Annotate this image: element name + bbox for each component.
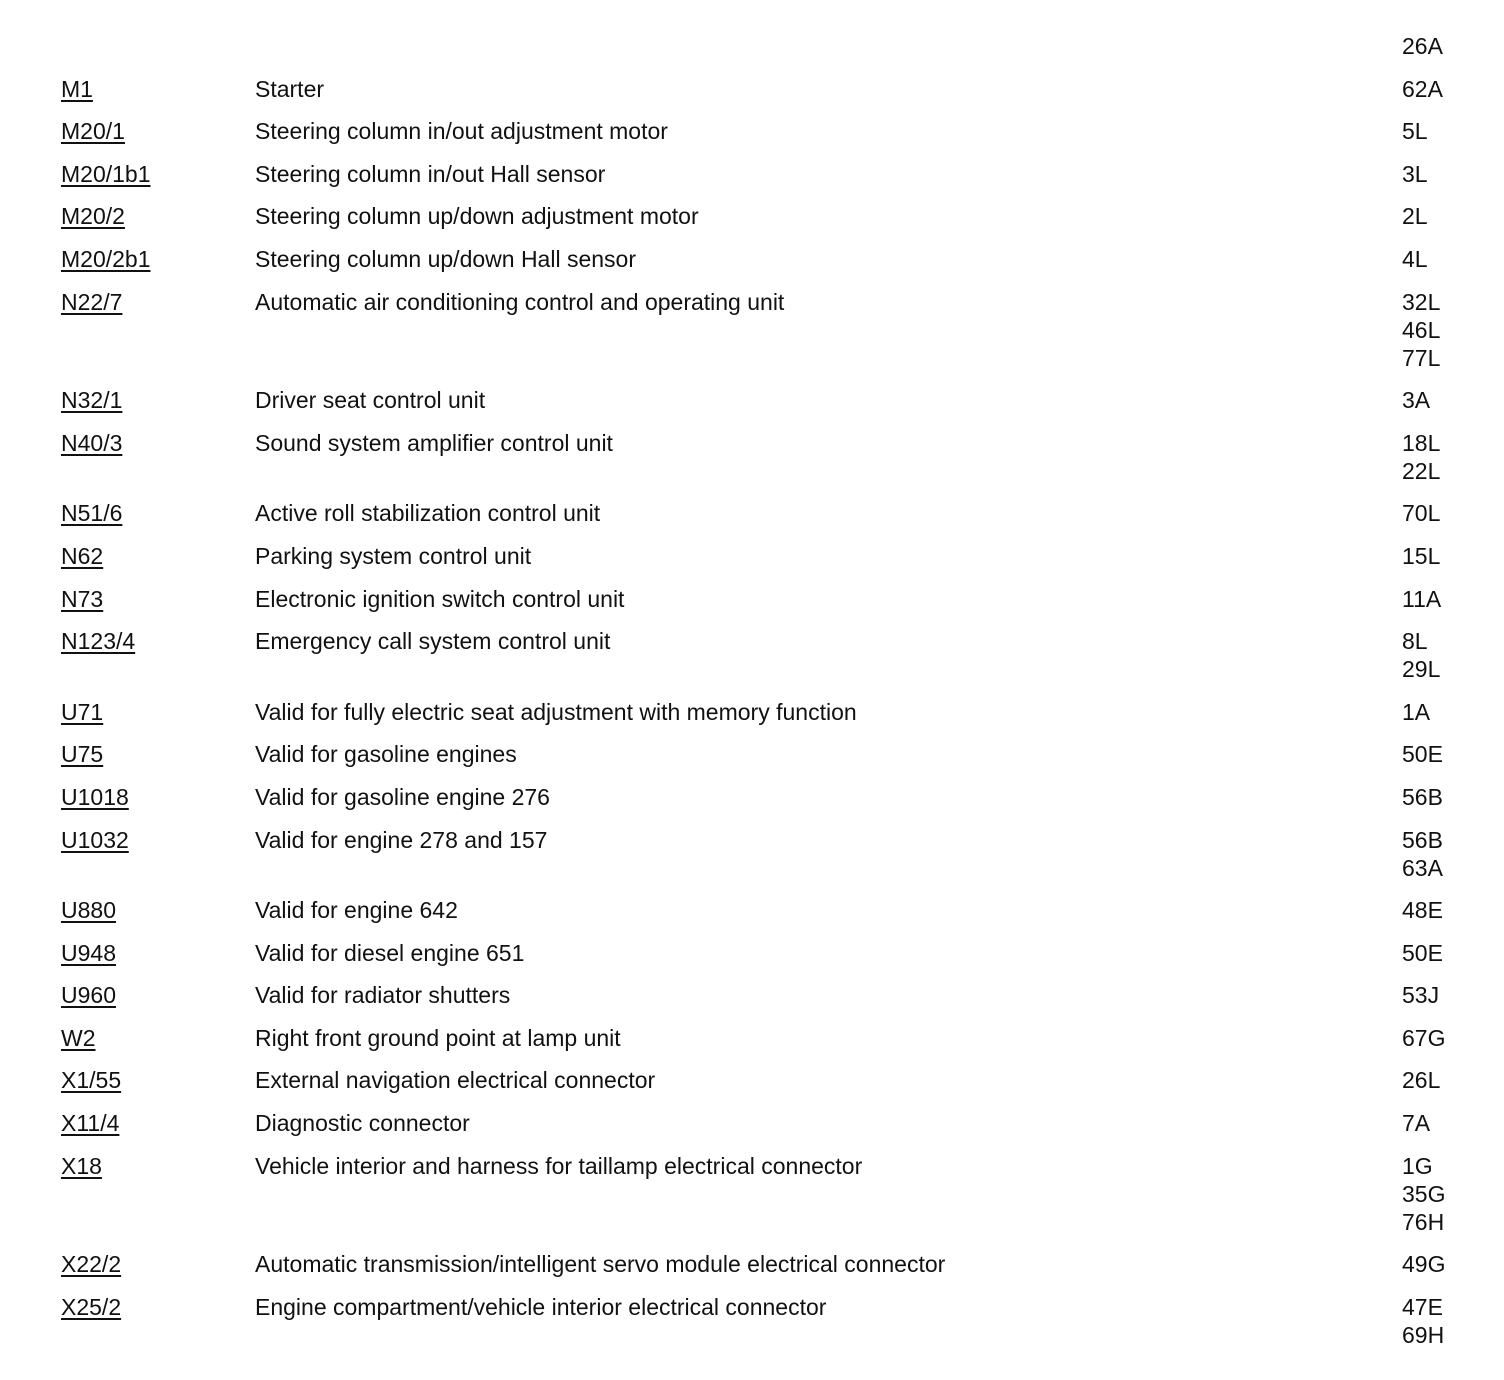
component-description: Steering column up/down adjustment motor (255, 203, 699, 230)
grid-reference-list (1402, 288, 1504, 372)
legend-row (0, 32, 1504, 60)
grid-reference-list (1402, 1066, 1504, 1094)
component-code-link[interactable]: U1032 (61, 826, 129, 853)
component-description: Valid for engine 642 (255, 897, 458, 924)
grid-reference: 4L (1402, 245, 1428, 272)
component-legend-table (0, 32, 1504, 1363)
component-description: Valid for engine 278 and 157 (255, 826, 548, 853)
legend-row (0, 896, 1504, 924)
grid-reference-list (1402, 698, 1504, 726)
component-code-link[interactable]: N32/1 (61, 387, 123, 414)
component-code-link[interactable]: N51/6 (61, 500, 123, 527)
component-description: Starter (255, 75, 325, 102)
grid-reference: 67G (1402, 1024, 1446, 1051)
grid-reference: 11A (1402, 585, 1442, 612)
component-code-link[interactable]: X11/4 (61, 1110, 120, 1137)
grid-reference-list (1402, 981, 1504, 1009)
grid-reference-list (1402, 245, 1504, 273)
grid-reference-list (1402, 499, 1504, 527)
grid-reference: 2L (1402, 203, 1428, 230)
grid-reference: 63A (1402, 854, 1443, 881)
legend-row (0, 542, 1504, 570)
grid-reference-list (1402, 740, 1504, 768)
grid-reference: 18L (1402, 429, 1441, 456)
component-description: Valid for gasoline engines (255, 741, 517, 768)
legend-row (0, 1152, 1504, 1236)
legend-row (0, 117, 1504, 145)
grid-reference: 1A (1402, 698, 1431, 725)
component-code-link[interactable]: M1 (61, 75, 93, 102)
legend-row (0, 1250, 1504, 1278)
component-code-link[interactable]: M20/2b1 (61, 245, 151, 272)
legend-row (0, 1109, 1504, 1137)
grid-reference-list (1402, 1109, 1504, 1137)
grid-reference: 76H (1402, 1208, 1445, 1235)
grid-reference: 47E (1402, 1293, 1443, 1320)
component-description: Steering column up/down Hall sensor (255, 245, 636, 272)
component-description: Valid for radiator shutters (255, 982, 511, 1009)
component-description: Active roll stabilization control unit (255, 500, 601, 527)
grid-reference: 3A (1402, 387, 1431, 414)
grid-reference: 15L (1402, 542, 1441, 569)
component-description: Valid for gasoline engine 276 (255, 783, 550, 810)
grid-reference: 32L (1402, 288, 1441, 315)
legend-row (0, 160, 1504, 188)
component-description: Sound system amplifier control unit (255, 429, 613, 456)
component-code-link[interactable]: N62 (61, 542, 104, 569)
component-code-link[interactable]: U880 (61, 897, 116, 924)
grid-reference: 22L (1402, 457, 1441, 484)
grid-reference: 56B (1402, 783, 1443, 810)
component-description: External navigation electrical connector (255, 1067, 656, 1094)
grid-reference: 7A (1402, 1110, 1431, 1137)
grid-reference: 53J (1402, 982, 1440, 1009)
grid-reference: 29L (1402, 656, 1441, 683)
component-description: Automatic transmission/intelligent servo module electrical connector (255, 1251, 946, 1278)
component-description: Automatic air conditioning control and operating unit (255, 288, 785, 315)
legend-row (0, 75, 1504, 103)
component-description: Parking system control unit (255, 542, 532, 569)
component-description: Steering column in/out adjustment motor (255, 118, 668, 145)
grid-reference: 5L (1402, 118, 1428, 145)
component-code-link[interactable]: U71 (61, 698, 104, 725)
grid-reference-list (1402, 75, 1504, 103)
legend-row (0, 826, 1504, 882)
grid-reference-list (1402, 826, 1504, 882)
component-code-link[interactable]: N40/3 (61, 429, 123, 456)
grid-reference-list (1402, 429, 1504, 485)
component-code-link[interactable]: U75 (61, 741, 104, 768)
component-code-link[interactable]: N73 (61, 585, 104, 612)
component-code-link[interactable]: M20/2 (61, 203, 125, 230)
grid-reference: 62A (1402, 75, 1443, 102)
component-code-link[interactable]: X25/2 (61, 1293, 122, 1320)
component-code-link[interactable]: M20/1 (61, 118, 125, 145)
grid-reference: 50E (1402, 741, 1443, 768)
grid-reference: 35G (1402, 1180, 1446, 1207)
legend-row (0, 386, 1504, 414)
component-code-link (61, 32, 255, 60)
grid-reference-list (1402, 896, 1504, 924)
grid-reference-list (1402, 160, 1504, 188)
legend-row (0, 740, 1504, 768)
grid-reference: 48E (1402, 897, 1443, 924)
grid-reference-list (1402, 386, 1504, 414)
component-description: Electronic ignition switch control unit (255, 585, 625, 612)
component-description: Right front ground point at lamp unit (255, 1024, 621, 1051)
component-description: Engine compartment/vehicle interior electrical connector (255, 1293, 827, 1320)
component-code-link[interactable]: U948 (61, 939, 116, 966)
legend-row (0, 627, 1504, 683)
grid-reference-list (1402, 1152, 1504, 1236)
grid-reference-list (1402, 1024, 1504, 1052)
component-code-link[interactable]: W2 (61, 1024, 96, 1051)
grid-reference: 1G (1402, 1152, 1433, 1179)
grid-reference: 26L (1402, 1067, 1441, 1094)
grid-reference: 3L (1402, 160, 1428, 187)
legend-row (0, 1293, 1504, 1349)
legend-row (0, 429, 1504, 485)
component-code-link[interactable]: U960 (61, 982, 116, 1009)
component-code-link[interactable]: M20/1b1 (61, 160, 151, 187)
legend-row (0, 981, 1504, 1009)
component-description (255, 32, 1402, 60)
grid-reference: 26A (1402, 33, 1443, 59)
component-code-link[interactable]: U1018 (61, 783, 129, 810)
component-description: Valid for fully electric seat adjustment with memory function (255, 698, 857, 725)
grid-reference: 50E (1402, 939, 1443, 966)
grid-reference-list (1402, 939, 1504, 967)
grid-reference-list (1402, 542, 1504, 570)
legend-row (0, 1024, 1504, 1052)
legend-row (0, 698, 1504, 726)
component-code-link[interactable]: X1/55 (61, 1067, 122, 1094)
legend-row (0, 1066, 1504, 1094)
grid-reference: 77L (1402, 344, 1441, 371)
legend-row (0, 202, 1504, 230)
legend-row (0, 939, 1504, 967)
legend-row (0, 245, 1504, 273)
component-code-link[interactable]: N22/7 (61, 288, 123, 315)
grid-reference: 69H (1402, 1321, 1445, 1348)
grid-reference-list (1402, 117, 1504, 145)
component-code-link[interactable]: X22/2 (61, 1251, 122, 1278)
grid-reference-list (1402, 783, 1504, 811)
component-code-link[interactable]: X18 (61, 1152, 102, 1179)
legend-row (0, 783, 1504, 811)
grid-reference-list (1402, 32, 1504, 60)
grid-reference-list (1402, 585, 1504, 613)
grid-reference: 56B (1402, 826, 1443, 853)
grid-reference-list (1402, 627, 1504, 683)
component-description: Diagnostic connector (255, 1110, 470, 1137)
grid-reference: 49G (1402, 1251, 1446, 1278)
grid-reference: 8L (1402, 628, 1428, 655)
grid-reference: 70L (1402, 500, 1441, 527)
component-description: Driver seat control unit (255, 387, 486, 414)
legend-row (0, 288, 1504, 372)
legend-row (0, 499, 1504, 527)
grid-reference: 46L (1402, 316, 1441, 343)
component-code-link[interactable]: N123/4 (61, 628, 136, 655)
grid-reference-list (1402, 1293, 1504, 1349)
component-description: Emergency call system control unit (255, 628, 611, 655)
component-description: Valid for diesel engine 651 (255, 939, 525, 966)
component-description: Steering column in/out Hall sensor (255, 160, 606, 187)
legend-row (0, 585, 1504, 613)
grid-reference-list (1402, 202, 1504, 230)
component-description: Vehicle interior and harness for taillamp electrical connector (255, 1152, 863, 1179)
grid-reference-list (1402, 1250, 1504, 1278)
